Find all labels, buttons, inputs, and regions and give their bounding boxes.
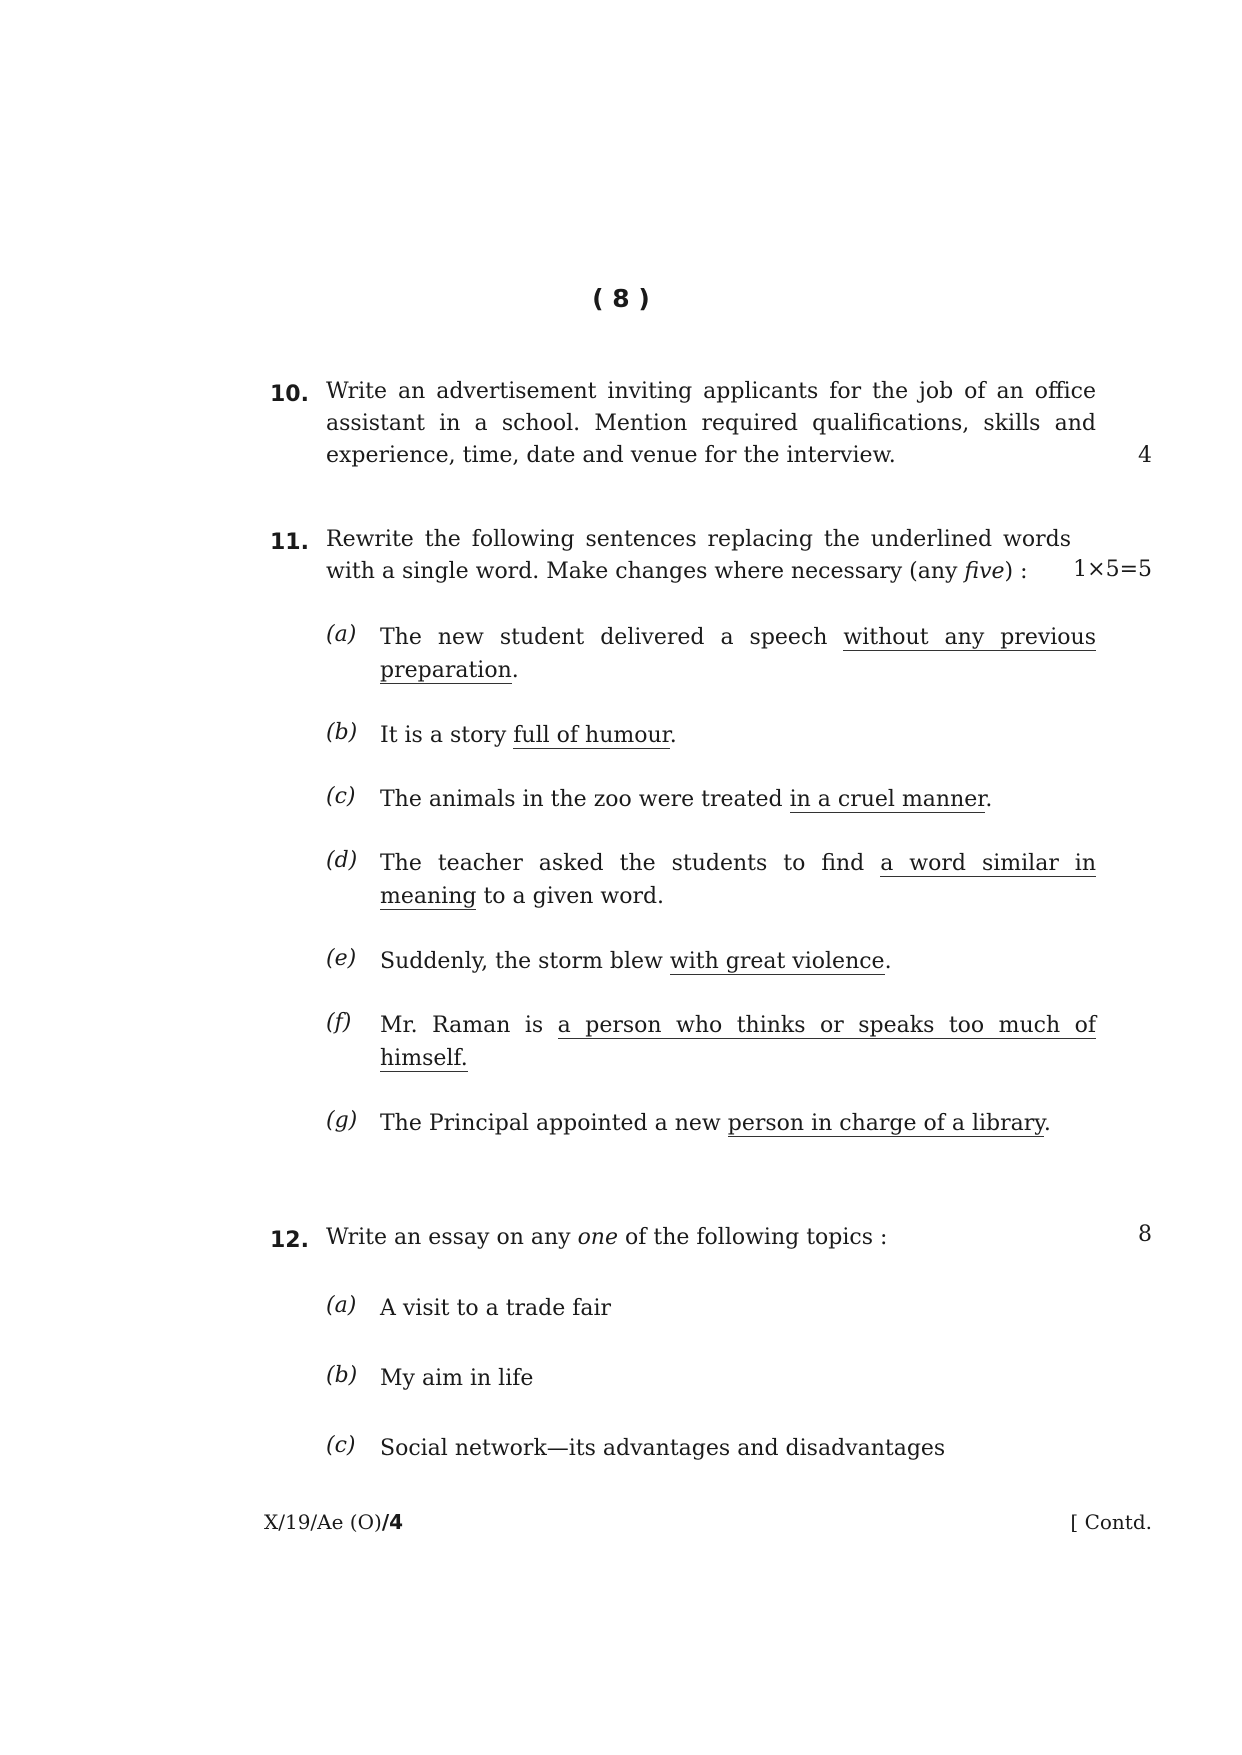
question-10-number: 10. <box>270 382 309 407</box>
underlined-phrase: a person who thinks or speaks too much of himself. <box>380 1013 1096 1071</box>
q11-item-text: It is a story full of humour. <box>380 723 677 748</box>
q12-topic-label: (b) <box>326 1363 358 1388</box>
question-10-text: Write an advertisement inviting applicants for the job of an office assistant in a school. Mention required qualifications, skills and experience, time, date and venue for the interview. <box>326 379 1096 468</box>
page-number: ( 8 ) <box>592 284 650 313</box>
question-12-number: 12. <box>270 1228 309 1253</box>
q11-item-text: The new student delivered a speech without any previous preparation. <box>380 625 1097 683</box>
question-12-marks: 8 <box>1138 1222 1152 1247</box>
q11-item-text: Mr. Raman is a person who thinks or speaks too much of himself. <box>380 1013 1096 1071</box>
paper-code: X/19/Ae (O)/4 <box>264 1510 404 1534</box>
q12-topic-label: (c) <box>326 1433 356 1458</box>
q11-item-label: (f) <box>326 1010 352 1035</box>
underlined-phrase: in a cruel manner <box>789 787 986 812</box>
question-11-number: 11. <box>270 530 309 555</box>
q11-item-label: (e) <box>326 946 357 971</box>
underlined-phrase: full of humour <box>513 723 670 748</box>
q12-topic-text: My aim in life <box>380 1366 534 1391</box>
underlined-phrase: without any previous preparation <box>380 625 1097 683</box>
q11-item-label: (g) <box>326 1108 358 1133</box>
continued-note: [ Contd. <box>1070 1510 1152 1534</box>
q11-item-text: The animals in the zoo were treated in a cruel manner. <box>380 787 993 812</box>
q11-item-label: (b) <box>326 720 358 745</box>
q12-topic-text: Social network—its advantages and disadvantages <box>380 1436 946 1461</box>
q11-item-text: Suddenly, the storm blew with great violence. <box>380 949 892 974</box>
q11-item-label: (d) <box>326 848 358 873</box>
underlined-phrase: person in charge of a library <box>727 1111 1044 1136</box>
q11-item-text: The Principal appointed a new person in charge of a library. <box>380 1111 1051 1136</box>
underlined-phrase: with great violence <box>669 949 885 974</box>
question-10-marks: 4 <box>1138 443 1152 468</box>
q11-item-text: The teacher asked the students to find a word similar in meaning to a given word. <box>380 851 1097 909</box>
underlined-phrase: a word similar in meaning <box>380 851 1097 909</box>
q12-topic-label: (a) <box>326 1293 357 1318</box>
question-11-marks: 1×5=5 <box>1073 557 1152 582</box>
question-11-text: Rewrite the following sentences replacing the underlined words with a single word. Make changes where necessary (any five) : <box>326 527 1071 584</box>
q11-item-label: (c) <box>326 784 356 809</box>
question-12-text: Write an essay on any one of the following topics : <box>326 1225 888 1250</box>
q12-topic-text: A visit to a trade fair <box>380 1296 612 1321</box>
q11-item-label: (a) <box>326 622 357 647</box>
